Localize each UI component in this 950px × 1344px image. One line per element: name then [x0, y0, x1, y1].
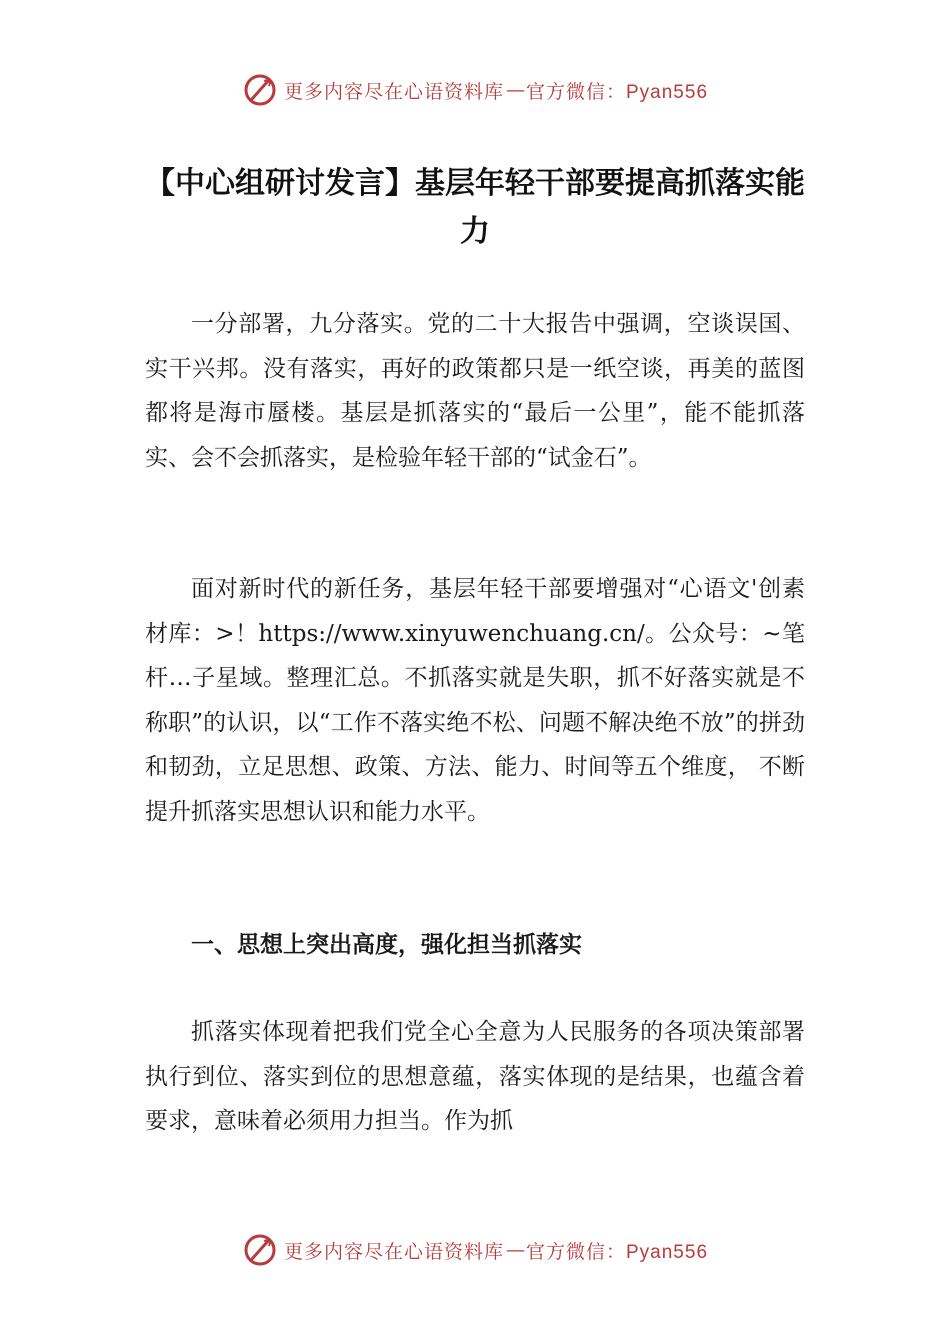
quill-logo-icon [242, 72, 278, 108]
header-banner [0, 72, 950, 108]
banner-contact: 官方微信：Pyan556 [526, 1241, 709, 1263]
document-title: 【中心组研讨发言】基层年轻干部要提高抓落实能力 [145, 166, 805, 249]
banner-separator: — [506, 1239, 526, 1261]
paragraph-two: 面对新时代的新任务，基层年轻干部要增强对“心语文'创素材库：>！https://www.xinyuwenchuang.cn/。公众号：~笔杆…子星域。整理汇总。不抓落实就是失职，抓不好落实就是不称职”的认识，以“工作不落实绝不松、问题不解决绝不放”的拼劲和韧劲，立足思想、政策、方法、能力、时间等五个维度， 不断提升抓落实思想认识和能力水平。 [145, 576, 805, 825]
banner-contact: 官方微信：Pyan556 [526, 81, 709, 103]
banner-text: 更多内容尽在心语资料库 [283, 1240, 504, 1263]
footer-banner [0, 1232, 950, 1268]
section-paragraph: 抓落实体现着把我们党全心全意为人民服务的各项决策部署执行到位、落实到位的思想意蕴，落实体现的是结果，也蕴含着要求，意味着必须用力担当。作为抓 [145, 1019, 805, 1134]
banner-separator: — [506, 79, 526, 101]
section-heading: 一、思想上突出高度，强化担当抓落实 [191, 932, 582, 958]
paragraph-intro: 一分部署，九分落实。党的二十大报告中强调，空谈误国、实干兴邦。没有落实，再好的政策都只是一纸空谈，再美的蓝图都将是海市蜃楼。基层是抓落实的“最后一公里”，能不能抓落实、会不会抓落实，是检验年轻干部的“试金石”。 [145, 311, 805, 471]
quill-logo-icon [242, 1232, 278, 1268]
banner-text: 更多内容尽在心语资料库 [283, 80, 504, 103]
